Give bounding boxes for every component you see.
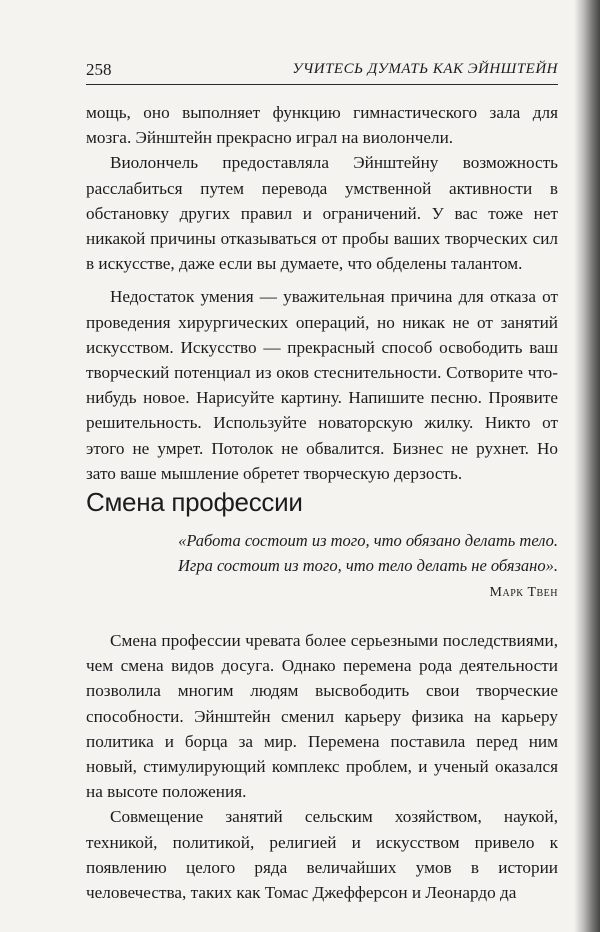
paragraph: Недостаток умения — уважительная причина для отказа от проведения хирургических операций, но никак не от занятий искусством. Искусство — прекрасный способ освободить ваш творческий потенциал из оков стеснительности. Сотворите что-нибудь новое. Нарисуйте картину. Напишите песню. Проявите решительность. Используйте новаторскую жилку. Никто от этого не умрет. Потолок не обвалится. Бизнес не рухнет. Но зато ваше мышление обретет творческую дерзость. [86, 287, 558, 483]
epigraph-line: Игра состоит из того, что тело делать не обязано». [178, 556, 558, 575]
paragraph: мощь, оно выполняет функцию гимнастического зала для мозга. Эйнштейн прекрасно играл на виолончели. [86, 103, 558, 148]
running-title: УЧИТЕСЬ ДУМАТЬ КАК ЭЙНШТЕЙН [292, 61, 558, 77]
body-text-top [86, 100, 558, 486]
epigraph-attribution: Марк Твен [489, 585, 558, 600]
epigraph-line: «Работа состоит из того, что обязано делать тело. [178, 531, 558, 550]
page-number: 258 [86, 60, 112, 79]
section-heading: Смена профессии [86, 487, 303, 517]
page-edge-shadow [574, 0, 600, 932]
body-text-bottom [86, 628, 558, 905]
epigraph [130, 528, 558, 578]
page-header [86, 60, 558, 85]
paragraph: Совмещение занятий сельским хозяйством, наукой, техникой, политикой, религией и искусством привело к появлению целого ряда величайших умов в истории человечества, таких как Томас Джефферсон и Леонардо да [86, 807, 558, 903]
paragraph: Виолончель предоставляла Эйнштейну возможность расслабиться путем перевода умственной активности в обстановку других правил и ограничений. У вас тоже нет никакой причины отказываться от пробы ваших творческих сил в искусстве, даже если вы думаете, что обделены талантом. [86, 153, 558, 274]
paragraph: Смена профессии чревата более серьезными последствиями, чем смена видов досуга. Однако перемена рода деятельности позволила многим людям высвободить свои творческие способности. Эйнштейн сменил карьеру физика на карьеру политика и борца за мир. Перемена поставила перед ним новый, стимулирующий комплекс проблем, и ученый оказался на высоте положения. [86, 631, 558, 802]
